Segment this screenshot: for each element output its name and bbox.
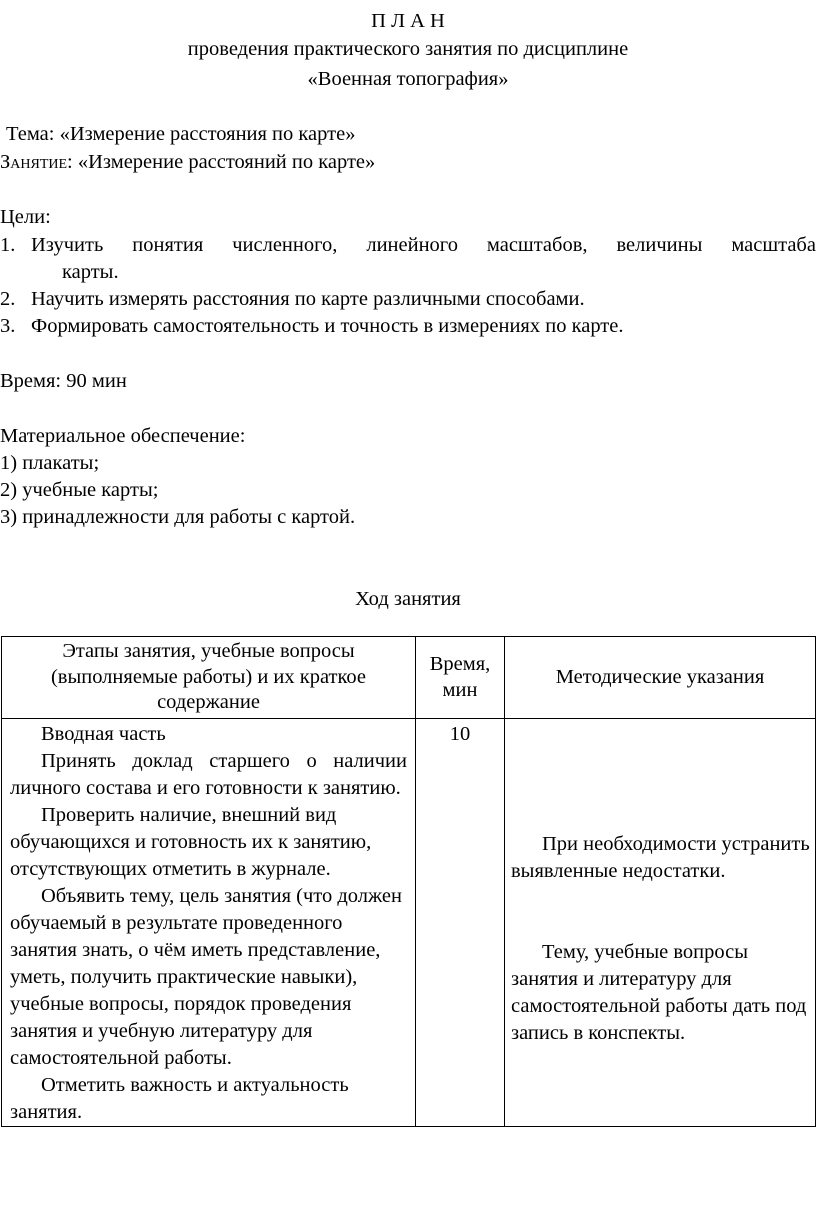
goal-word: линейного: [366, 234, 458, 256]
stage-paragraph: Проверить наличие, внешний вид обучающихся и готовность их к занятию, отсутствующих отметить в журнале.: [10, 804, 372, 880]
table-header-row: [2, 637, 816, 719]
materials-item: 3) принадлежности для работы с картой.: [0, 506, 356, 528]
stage-title: Вводная часть: [41, 723, 166, 745]
stage-paragraph: Принять доклад старшего о наличии личного состава и его готовности к занятию.: [10, 750, 407, 799]
table-row: [2, 719, 816, 1127]
goal-word: понятия: [132, 234, 204, 256]
goal-text-line: [31, 232, 816, 258]
theme-label: Тема:: [6, 123, 55, 145]
goal-number: 3.: [0, 315, 16, 337]
goal-word: величины: [616, 234, 703, 256]
header-stages: Этапы занятия, учебные вопросы (выполняемые работы) и их краткое содержание: [2, 637, 416, 719]
note-paragraph: Тему, учебные вопросы занятия и литературу для самостоятельной работы дать под запись в конспекты.: [511, 941, 807, 1044]
theme-line: [6, 121, 355, 147]
goal-text: Научить измерять расстояния по карте различными способами.: [31, 288, 585, 310]
discipline-name: «Военная топография»: [307, 68, 509, 90]
materials-heading: Материальное обеспечение:: [0, 425, 246, 447]
lesson-plan-table: [1, 636, 816, 1127]
plan-title: П Л А Н: [371, 10, 445, 32]
notes-cell: [505, 719, 816, 1127]
stage-paragraph: Отметить важность и актуальность занятия.: [10, 1074, 349, 1123]
goal-word: масштабов,: [486, 234, 588, 256]
header-time: Время, мин: [416, 637, 505, 719]
stage-paragraph: Объявить тему, цель занятия (что должен обучаемый в результате проведенного занятия знать, о чём иметь представление, уметь, получить практические навыки), учебные вопросы, порядок проведения занятия и учебную литературу для самостоятельной работы.: [10, 885, 402, 1069]
course-title: Ход занятия: [355, 588, 461, 610]
time-cell: [416, 719, 505, 1127]
lesson-value: «Измерение расстояний по карте»: [77, 151, 376, 173]
goal-number: 2.: [0, 288, 16, 310]
goal-number: 1.: [0, 234, 16, 256]
goal-item-2: [0, 286, 585, 312]
goal-word: численного,: [232, 234, 338, 256]
materials-item: 2) учебные карты;: [0, 479, 159, 501]
goal-item-3: [0, 313, 623, 339]
time-value: 10: [449, 723, 471, 745]
goal-word: Изучить: [31, 234, 104, 256]
lesson-line: [0, 149, 375, 175]
lesson-label: Занятие:: [0, 151, 73, 173]
note-paragraph: При необходимости устранить выявленные недостатки.: [511, 833, 810, 882]
goal-item-1-continuation: карты.: [62, 261, 119, 283]
goal-word: масштаба: [731, 234, 816, 256]
stages-cell: [2, 719, 416, 1127]
plan-subtitle: проведения практического занятия по дисциплине: [187, 38, 629, 60]
time-line: Время: 90 мин: [0, 370, 127, 392]
header-notes: Методические указания: [505, 637, 816, 719]
materials-item: 1) плакаты;: [0, 452, 100, 474]
goal-text: Формировать самостоятельность и точность в измерениях по карте.: [31, 315, 624, 337]
goals-heading: Цели:: [0, 206, 51, 228]
theme-value: «Измерение расстояния по карте»: [59, 123, 356, 145]
